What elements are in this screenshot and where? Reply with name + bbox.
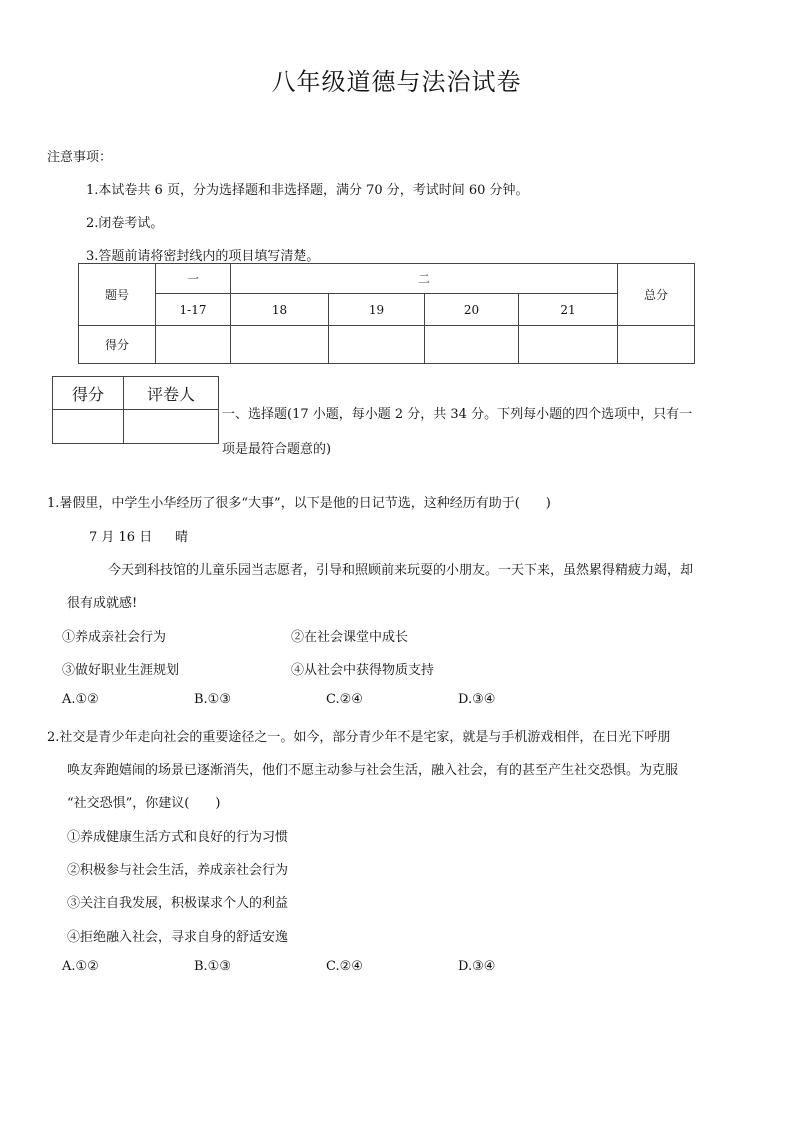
column-header: 19 [329, 294, 425, 326]
notice-item: 1.本试卷共 6 页，分为选择题和非选择题，满分 70 分，考试时间 60 分钟。 [86, 183, 529, 198]
answer-choice-d[interactable]: D.③④ [458, 692, 496, 707]
question-stem: 2.社交是青少年走向社会的重要途径之一。如今，部分青少年不是宅家，就是与手机游戏相伴，在日光下呼朋 [47, 730, 671, 745]
answer-choice-b[interactable]: B.①③ [194, 692, 231, 707]
notice-item: 3.答题前请将密封线内的项目填写清楚。 [86, 249, 320, 264]
grader-score-label: 得分 [53, 377, 124, 410]
diary-weather: 晴 [175, 530, 189, 545]
grader-score-cell[interactable] [53, 410, 124, 444]
part-two-header: 二 [231, 264, 618, 294]
column-header: 1-17 [156, 294, 231, 326]
grader-name-cell[interactable] [124, 410, 219, 444]
column-header: 20 [425, 294, 519, 326]
score-cell[interactable] [329, 326, 425, 364]
notice-item: 2.闭卷考试。 [86, 216, 164, 231]
part-one-header: 一 [156, 264, 231, 294]
diary-text: 今天到科技馆的儿童乐园当志愿者，引导和照顾前来玩耍的小朋友。一天下来，虽然累得精疲力竭，却 [108, 563, 694, 578]
statement-option: ①养成健康生活方式和良好的行为习惯 [67, 830, 289, 845]
answer-choice-b[interactable]: B.①③ [194, 959, 231, 974]
total-header: 总分 [618, 264, 695, 326]
notice-heading: 注意事项： [47, 150, 113, 165]
question-stem-cont: “社交恐惧”，你建议( ) [67, 796, 221, 811]
score-cell[interactable] [425, 326, 519, 364]
column-header: 21 [519, 294, 618, 326]
score-table [78, 263, 695, 364]
answer-choice-a[interactable]: A.①② [62, 959, 99, 974]
answer-choice-c[interactable]: C.②④ [326, 692, 363, 707]
statement-option: ①养成亲社会行为 [62, 630, 167, 645]
answer-choice-c[interactable]: C.②④ [326, 959, 363, 974]
statement-option: ③做好职业生涯规划 [62, 663, 180, 678]
question-number-header: 题号 [79, 264, 156, 326]
statement-option: ②在社会课堂中成长 [291, 630, 409, 645]
score-row-label: 得分 [79, 326, 156, 364]
score-cell[interactable] [156, 326, 231, 364]
statement-option: ③关注自我发展，积极谋求个人的利益 [67, 896, 289, 911]
total-score-cell[interactable] [618, 326, 695, 364]
diary-text-cont: 很有成就感! [67, 596, 138, 611]
question-stem-cont: 唤友奔跑嬉闹的场景已逐渐消失，他们不愿主动参与社会生活，融入社会，有的甚至产生社交恐惧。为克服 [67, 763, 679, 778]
score-cell[interactable] [231, 326, 329, 364]
section-heading: 一、选择题(17 小题，每小题 2 分，共 34 分。下列每小题的四个选项中，只有一 [222, 407, 693, 422]
statement-option: ④从社会中获得物质支持 [291, 663, 435, 678]
grader-box [52, 376, 219, 444]
question-stem: 1.暑假里，中学生小华经历了很多“大事”，以下是他的日记节选，这种经历有助于( ) [47, 496, 551, 511]
statement-option: ④拒绝融入社会，寻求自身的舒适安逸 [67, 930, 289, 945]
column-header: 18 [231, 294, 329, 326]
grader-label: 评卷人 [124, 377, 219, 410]
score-cell[interactable] [519, 326, 618, 364]
answer-choice-a[interactable]: A.①② [62, 692, 99, 707]
diary-date: 7 月 16 日 [89, 530, 153, 545]
answer-choice-d[interactable]: D.③④ [458, 959, 496, 974]
page-title: 八年级道德与法治试卷 [271, 68, 522, 96]
statement-option: ②积极参与社会生活，养成亲社会行为 [67, 863, 289, 878]
section-heading-cont: 项是最符合题意的) [222, 442, 332, 457]
